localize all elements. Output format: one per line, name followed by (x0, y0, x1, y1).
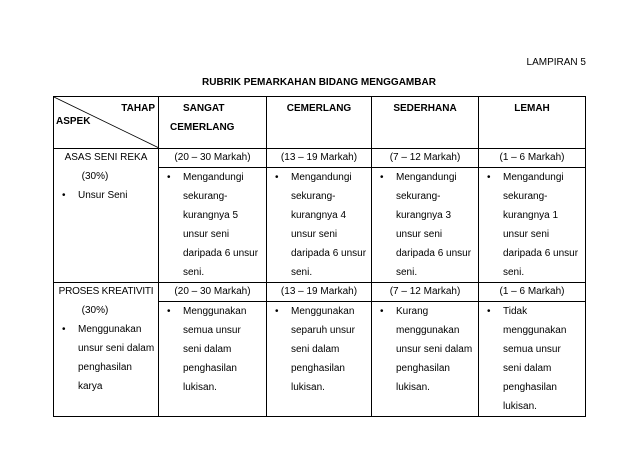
aspect-cell (54, 283, 159, 417)
document-title: RUBRIK PEMARKAHAN BIDANG MENGGAMBAR (202, 77, 436, 88)
header-cemerlang-sub: CEMERLANG (170, 122, 235, 133)
aspect-title: PROSES KREATIVITI (58, 286, 154, 297)
range-cell: (20 – 30 Markah) (159, 149, 267, 168)
appendix-label: LAMPIRAN 5 (526, 57, 586, 68)
aspect-title: ASAS SENI REKA (64, 152, 148, 163)
criteria-cell: • Mengandungi sekurang- kurangnya 1 unsur seni daripada 6 unsur seni. (479, 168, 586, 283)
range-cell: (7 – 12 Markah) (372, 283, 479, 302)
criteria-cell: • Mengandungi sekurang- kurangnya 5 unsur seni daripada 6 unsur seni. (159, 168, 267, 283)
rubric-table (53, 96, 586, 417)
range-cell: (20 – 30 Markah) (159, 283, 267, 302)
criteria-cell: • Mengandungi sekurang- kurangnya 3 unsur seni daripada 6 unsur seni. (372, 168, 479, 283)
aspect-cell (54, 149, 159, 283)
criteria-cell: • Mengandungi sekurang- kurangnya 4 unsur seni daripada 6 unsur seni. (267, 168, 372, 283)
criteria-cell: • Menggunakan separuh unsur seni dalam penghasilan lukisan. (267, 302, 372, 417)
criteria-cell: • Menggunakan semua unsur seni dalam penghasilan lukisan. (159, 302, 267, 417)
range-cell: (1 – 6 Markah) (479, 149, 586, 168)
header-aspek: ASPEK (56, 116, 91, 127)
header-lemah: LEMAH (479, 97, 586, 149)
range-cell: (13 – 19 Markah) (267, 283, 372, 302)
range-cell: (7 – 12 Markah) (372, 149, 479, 168)
range-cell: (13 – 19 Markah) (267, 149, 372, 168)
range-cell: (1 – 6 Markah) (479, 283, 586, 302)
header-row (54, 97, 586, 149)
header-cemerlang: CEMERLANG (267, 97, 372, 149)
list-item: • Menggunakan unsur seni dalam penghasilan karya (60, 320, 158, 396)
header-tahap: TAHAP (121, 103, 155, 114)
criteria-cell: • Kurang menggunakan unsur seni dalam penghasilan lukisan. (372, 302, 479, 417)
list-item: • Unsur Seni (60, 186, 158, 205)
criteria-cell: • Tidak menggunakan semua unsur seni dalam penghasilan lukisan. (479, 302, 586, 417)
aspect-percent: (30%) (81, 305, 109, 316)
header-sangat-cemerlang (159, 97, 267, 149)
corner-cell (54, 97, 159, 149)
table-row (54, 149, 586, 168)
aspect-percent: (30%) (81, 171, 109, 182)
header-sangat: SANGAT (183, 103, 225, 114)
table-row (54, 283, 586, 302)
header-sederhana: SEDERHANA (372, 97, 479, 149)
